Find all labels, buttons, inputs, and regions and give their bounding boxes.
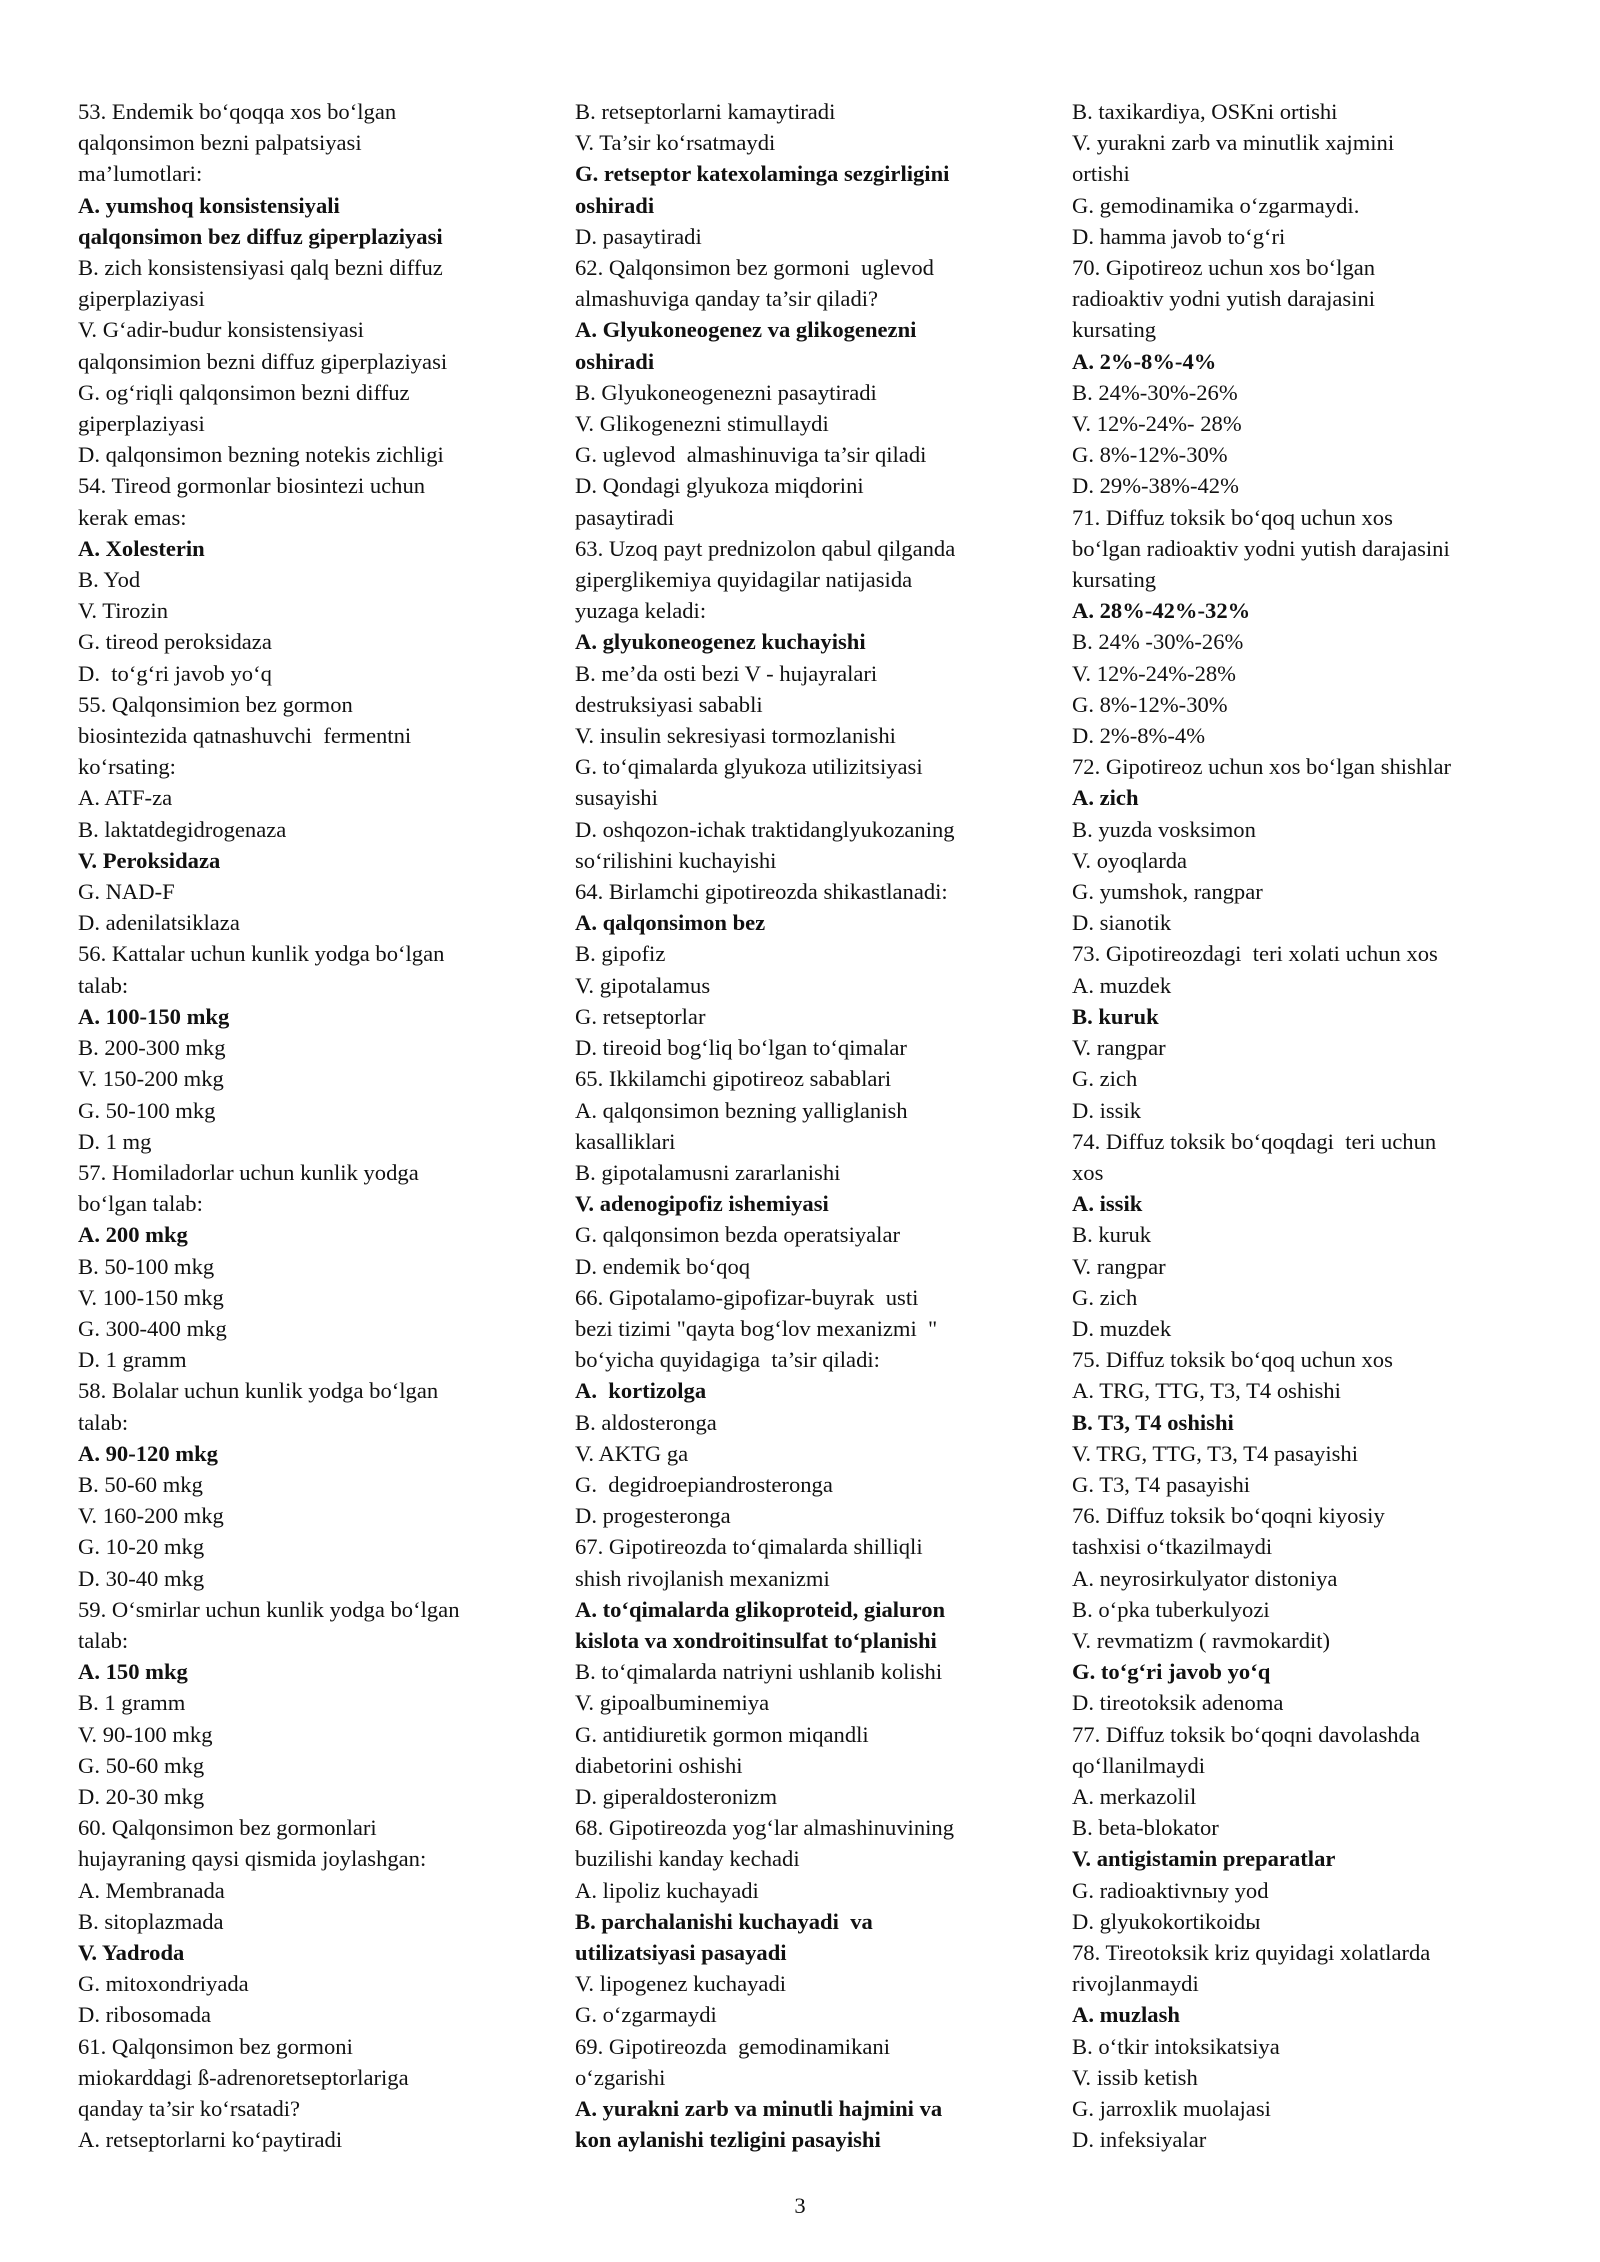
text-line: so‘rilishini kuchayishi <box>575 847 777 873</box>
text-line: oshiradi <box>575 192 655 218</box>
answer-option: G. degidroepiandrosteronga <box>575 1471 833 1497</box>
correct-answer-option: A. 2%-8%-4% <box>1072 348 1217 374</box>
correct-answer-option: A. 200 mkg <box>78 1222 188 1248</box>
page-number: 3 <box>794 2193 806 2218</box>
text-line: ortishi <box>1072 161 1130 187</box>
correct-answer-option: V. antigistamin preparatlar <box>1072 1846 1336 1872</box>
question-text: 69. Gipotireozda gemodinamikani <box>575 2033 890 2059</box>
answer-option: B. 50-60 mkg <box>78 1471 203 1497</box>
answer-option: D. tireoid bog‘liq bo‘lgan to‘qimalar <box>575 1035 907 1061</box>
correct-answer-option: A. 100-150 mkg <box>78 1003 230 1029</box>
text-line: qo‘llanilmaydi <box>1072 1752 1206 1778</box>
text-line: rivojlanmaydi <box>1072 1971 1199 1997</box>
correct-answer-option: A. Glyukoneogenez va glikogenezni <box>575 317 917 343</box>
question-text: 65. Ikkilamchi gipotireoz sabablari <box>575 1066 892 1092</box>
text-line: qalqonsimion bezni diffuz giperplaziyasi <box>78 348 448 374</box>
text-line: destruksiyasi sababli <box>575 691 763 717</box>
answer-option: A. lipoliz kuchayadi <box>575 1877 759 1903</box>
text-line: yuzaga keladi: <box>575 598 707 624</box>
question-text: 71. Diffuz toksik bo‘qoq uchun xos <box>1072 504 1393 530</box>
question-text: 75. Diffuz toksik bo‘qoq uchun xos <box>1072 1347 1393 1373</box>
correct-answer-option: A. 150 mkg <box>78 1659 188 1685</box>
correct-answer-option: G. retseptor katexolaminga sezgirligini <box>575 161 950 187</box>
column-middle <box>575 96 1035 2155</box>
question-text: 78. Tireotoksik kriz quyidagi xolatlarda <box>1072 1939 1431 1965</box>
answer-option: D. 1 mg <box>78 1128 152 1154</box>
question-text: 61. Qalqonsimon bez gormoni <box>78 2033 353 2059</box>
answer-option: B. 24% -30%-26% <box>1072 629 1244 655</box>
question-text: 68. Gipotireozda yog‘lar almashinuvining <box>575 1815 954 1841</box>
text-line: kislota va xondroitinsulfat to‘planishi <box>575 1627 937 1653</box>
answer-option: G. radioaktivnыy yod <box>1072 1877 1269 1903</box>
answer-option: V. Ta’sir ko‘rsatmaydi <box>575 130 776 156</box>
answer-option: B. yuzda vosksimon <box>1072 816 1256 842</box>
question-text: 53. Endemik bo‘qoqqa xos bo‘lgan <box>78 99 397 124</box>
answer-option: D. 20-30 mkg <box>78 1783 205 1809</box>
text-line: biosintezida qatnashuvchi fermentni <box>78 723 412 749</box>
answer-option: B. 1 gramm <box>78 1690 186 1716</box>
answer-option: D. pasaytiradi <box>575 223 702 249</box>
answer-option: B. laktatdegidrogenaza <box>78 816 287 842</box>
answer-option: B. Yod <box>78 567 141 593</box>
answer-option: V. 90-100 mkg <box>78 1721 213 1747</box>
answer-option: G. zich <box>1072 1066 1138 1092</box>
question-text: 57. Homiladorlar uchun kunlik yodga <box>78 1159 419 1185</box>
question-text: 76. Diffuz toksik bo‘qoqni kiyosiy <box>1072 1503 1385 1529</box>
answer-option: D. to‘g‘ri javob yo‘q <box>78 660 272 686</box>
question-text: 74. Diffuz toksik bo‘qoqdagi teri uchun <box>1072 1128 1437 1154</box>
answer-option: B. beta-blokator <box>1072 1815 1219 1841</box>
text-line: diabetorini oshishi <box>575 1752 743 1778</box>
answer-option: B. 200-300 mkg <box>78 1035 226 1061</box>
correct-answer-option: V. Peroksidaza <box>78 847 221 873</box>
text-line: ma’lumotlari: <box>78 161 203 187</box>
answer-option: D. infeksiyalar <box>1072 2127 1207 2153</box>
question-text: 63. Uzoq payt prednizolon qabul qilganda <box>575 535 956 561</box>
answer-option: A. merkazolil <box>1072 1783 1197 1809</box>
text-line: pasaytiradi <box>575 504 675 530</box>
question-text: 56. Kattalar uchun kunlik yodga bo‘lgan <box>78 941 445 967</box>
answer-option: A. retseptorlarni ko‘paytiradi <box>78 2127 343 2153</box>
text-line: giperplaziyasi <box>78 286 205 312</box>
answer-option: D. ribosomada <box>78 2002 212 2028</box>
answer-option: D. Qondagi glyukoza miqdorini <box>575 473 864 499</box>
question-text: 73. Gipotireozdagi teri xolati uchun xos <box>1072 941 1438 967</box>
text-line: qalqonsimon bezni palpatsiyasi <box>78 130 362 156</box>
text-line: talab: <box>78 972 129 998</box>
correct-answer-option: A. zich <box>1072 785 1139 811</box>
answer-option: D. qalqonsimon bezning notekis zichligi <box>78 442 444 468</box>
correct-answer-option: A. to‘qimalarda glikoproteid, gialuron <box>575 1596 946 1622</box>
answer-option: G. retseptorlar <box>575 1003 706 1029</box>
answer-option: V. revmatizm ( ravmokardit) <box>1072 1627 1331 1653</box>
text-line: bezi tizimi "qayta bog‘lov mexanizmi " <box>575 1315 938 1341</box>
text-line: susayishi <box>575 785 658 811</box>
answer-option: G. zich <box>1072 1284 1138 1310</box>
answer-option: G. o‘zgarmaydi <box>575 2002 717 2028</box>
answer-option: V. 150-200 mkg <box>78 1066 224 1092</box>
answer-option: G. qalqonsimon bezda operatsiyalar <box>575 1222 900 1248</box>
answer-option: A. qalqonsimon bezning yalliglanish <box>575 1097 908 1123</box>
correct-answer-option: A. kortizolga <box>575 1378 707 1404</box>
answer-option: B. zich konsistensiyasi qalq bezni diffuz <box>78 255 443 281</box>
answer-option: B. o‘pka tuberkulyozi <box>1072 1596 1270 1622</box>
text-line: talab: <box>78 1409 129 1435</box>
answer-option: G. og‘riqli qalqonsimon bezni diffuz <box>78 379 410 405</box>
answer-option: D. hamma javob to‘g‘ri <box>1072 223 1286 249</box>
answer-option: A. muzdek <box>1072 972 1172 998</box>
answer-option: B. aldosteronga <box>575 1409 717 1435</box>
answer-option: D. sianotik <box>1072 910 1172 936</box>
answer-option: B. Glyukoneogenezni pasaytiradi <box>575 379 877 405</box>
answer-option: V. G‘adir-budur konsistensiyasi <box>78 317 364 343</box>
correct-answer-option: A. 28%-42%-32% <box>1072 598 1251 624</box>
text-line: talab: <box>78 1627 129 1653</box>
answer-option: G. 300-400 mkg <box>78 1315 227 1341</box>
answer-option: G. NAD-F <box>78 879 175 905</box>
answer-option: V. 12%-24%- 28% <box>1072 411 1242 437</box>
question-text: 59. O‘smirlar uchun kunlik yodga bo‘lgan <box>78 1596 460 1622</box>
answer-option: V. 100-150 mkg <box>78 1284 224 1310</box>
answer-option: B. kuruk <box>1072 1222 1152 1248</box>
answer-option: B. to‘qimalarda natriyni ushlanib kolishi <box>575 1659 943 1685</box>
answer-option: D. 2%-8%-4% <box>1072 723 1206 749</box>
answer-option: A. Membranada <box>78 1877 225 1903</box>
text-line: kursating <box>1072 317 1157 343</box>
question-text: 55. Qalqonsimion bez gormon <box>78 691 353 717</box>
answer-option: G. to‘qimalarda glyukoza utilizitsiyasi <box>575 754 923 780</box>
text-line: almashuviga qanday ta’sir qiladi? <box>575 286 879 312</box>
correct-answer-option: A. yumshoq konsistensiyali <box>78 192 340 218</box>
answer-option: G. mitoxondriyada <box>78 1971 249 1997</box>
answer-option: B. retseptorlarni kamaytiradi <box>575 99 836 124</box>
text-line: giperplaziyasi <box>78 411 205 437</box>
answer-option: G. tireod peroksidaza <box>78 629 272 655</box>
answer-option: V. yurakni zarb va minutlik xajmini <box>1072 130 1395 156</box>
text-line: kerak emas: <box>78 504 187 530</box>
column-left <box>78 96 538 2155</box>
text-line: bo‘yicha quyidagiga ta’sir qiladi: <box>575 1347 880 1373</box>
answer-option: V. TRG, TTG, T3, T4 pasayishi <box>1072 1440 1358 1466</box>
correct-answer-option: A. qalqonsimon bez <box>575 910 766 936</box>
answer-option: D. issik <box>1072 1097 1142 1123</box>
answer-option: V. gipoalbuminemiya <box>575 1690 770 1716</box>
answer-option: B. 50-100 mkg <box>78 1253 215 1279</box>
question-text: 70. Gipotireoz uchun xos bo‘lgan <box>1072 255 1376 281</box>
answer-option: D. progesteronga <box>575 1503 731 1529</box>
text-line: kon aylanishi tezligini pasayishi <box>575 2127 881 2153</box>
answer-option: D. oshqozon-ichak traktidanglyukozaning <box>575 816 955 842</box>
answer-option: V. Tirozin <box>78 598 168 624</box>
text-line: buzilishi kanday kechadi <box>575 1846 800 1872</box>
answer-option: G. T3, T4 pasayishi <box>1072 1471 1251 1497</box>
answer-option: V. rangpar <box>1072 1035 1166 1061</box>
answer-option: G. 8%-12%-30% <box>1072 442 1228 468</box>
correct-answer-option: G. to‘g‘ri javob yo‘q <box>1072 1659 1271 1685</box>
answer-option: G. 50-60 mkg <box>78 1752 205 1778</box>
correct-answer-option: V. adenogipofiz ishemiyasi <box>575 1191 829 1217</box>
answer-option: B. 24%-30%-26% <box>1072 379 1238 405</box>
text-line: utilizatsiyasi pasayadi <box>575 1939 787 1965</box>
answer-option: D. tireotoksik adenoma <box>1072 1690 1284 1716</box>
text-line: qanday ta’sir ko‘rsatadi? <box>78 2096 301 2121</box>
answer-option: G. antidiuretik gormon miqandli <box>575 1721 869 1747</box>
answer-option: D. 29%-38%-42% <box>1072 473 1239 499</box>
correct-answer-option: A. muzlash <box>1072 2002 1180 2028</box>
question-text: 64. Birlamchi gipotireozda shikastlanadi: <box>575 879 948 905</box>
text-line: bo‘lgan radioaktiv yodni yutish darajasini <box>1072 535 1450 561</box>
answer-option: G. jarroxlik muolajasi <box>1072 2096 1271 2121</box>
answer-option: G. 50-100 mkg <box>78 1097 216 1123</box>
text-line: ko‘rsating: <box>78 754 176 780</box>
answer-option: V. rangpar <box>1072 1253 1166 1279</box>
text-line: giperglikemiya quyidagilar natijasida <box>575 567 913 593</box>
answer-option: V. oyoqlarda <box>1072 847 1188 873</box>
text-line: bo‘lgan talab: <box>78 1191 203 1217</box>
answer-option: V. AKTG ga <box>575 1440 689 1466</box>
text-line: kasalliklari <box>575 1128 676 1154</box>
answer-option: D. adenilatsiklaza <box>78 910 240 936</box>
correct-answer-option: V. Yadroda <box>78 1939 185 1965</box>
answer-option: G. yumshok, rangpar <box>1072 879 1263 905</box>
answer-option: V. Glikogenezni stimullaydi <box>575 411 829 437</box>
question-text: 67. Gipotireozda to‘qimalarda shilliqli <box>575 1534 923 1560</box>
question-text: 60. Qalqonsimon bez gormonlari <box>78 1815 377 1841</box>
column-right <box>1072 96 1532 2155</box>
answer-option: A. TRG, TTG, T3, T4 oshishi <box>1072 1378 1341 1404</box>
text-line: oshiradi <box>575 348 655 374</box>
answer-option: D. giperaldosteronizm <box>575 1783 778 1809</box>
correct-answer-option: A. 90-120 mkg <box>78 1440 218 1466</box>
answer-option: D. endemik bo‘qoq <box>575 1253 751 1279</box>
answer-option: B. gipotalamusni zararlanishi <box>575 1159 841 1185</box>
answer-option: A. ATF-za <box>78 785 173 811</box>
answer-option: A. neyrosirkulyator distoniya <box>1072 1565 1338 1591</box>
question-text: 58. Bolalar uchun kunlik yodga bo‘lgan <box>78 1378 439 1404</box>
answer-option: B. taxikardiya, OSKni ortishi <box>1072 99 1338 124</box>
question-text: 72. Gipotireoz uchun xos bo‘lgan shishlar <box>1072 754 1452 780</box>
answer-option: B. sitoplazmada <box>78 1908 224 1934</box>
answer-option: D. 1 gramm <box>78 1347 187 1373</box>
answer-option: B. me’da osti bezi V - hujayralari <box>575 660 878 686</box>
answer-option: G. uglevod almashinuviga ta’sir qiladi <box>575 442 927 468</box>
answer-option: G. 10-20 mkg <box>78 1534 205 1560</box>
text-line: radioaktiv yodni yutish darajasini <box>1072 286 1376 312</box>
answer-option: B. o‘tkir intoksikatsiya <box>1072 2033 1280 2059</box>
answer-option: V. issib ketish <box>1072 2064 1198 2090</box>
correct-answer-option: A. glyukoneogenez kuchayishi <box>575 629 866 655</box>
question-text: 54. Tireod gormonlar biosintezi uchun <box>78 473 426 499</box>
answer-option: D. 30-40 mkg <box>78 1565 205 1591</box>
answer-option: V. 160-200 mkg <box>78 1503 224 1529</box>
text-line: shish rivojlanish mexanizmi <box>575 1565 830 1591</box>
answer-option: V. lipogenez kuchayadi <box>575 1971 787 1997</box>
answer-option: V. insulin sekresiyasi tormozlanishi <box>575 723 896 749</box>
correct-answer-option: B. parchalanishi kuchayadi va <box>575 1908 873 1934</box>
text-line: tashxisi o‘tkazilmaydi <box>1072 1534 1273 1560</box>
answer-option: G. gemodinamika o‘zgarmaydi. <box>1072 192 1360 218</box>
question-text: 62. Qalqonsimon bez gormoni uglevod <box>575 255 934 281</box>
question-text: 77. Diffuz toksik bo‘qoqni davolashda <box>1072 1721 1420 1747</box>
question-text: 66. Gipotalamo-gipofizar-buyrak usti <box>575 1284 919 1310</box>
answer-option: D. glyukokortikoidы <box>1072 1908 1261 1934</box>
text-line: hujayraning qaysi qismida joylashgan: <box>78 1846 427 1872</box>
correct-answer-option: A. issik <box>1072 1191 1143 1217</box>
correct-answer-option: B. T3, T4 oshishi <box>1072 1409 1234 1435</box>
text-line: o‘zgarishi <box>575 2064 666 2090</box>
answer-option: B. gipofiz <box>575 941 666 967</box>
answer-option: D. muzdek <box>1072 1315 1172 1341</box>
answer-option: V. 12%-24%-28% <box>1072 660 1236 686</box>
correct-answer-option: A. Xolesterin <box>78 535 205 561</box>
answer-option: G. 8%-12%-30% <box>1072 691 1228 717</box>
text-line: miokarddagi ß-adrenoretseptorlariga <box>78 2064 409 2090</box>
answer-option: V. gipotalamus <box>575 972 711 998</box>
correct-answer-option: A. yurakni zarb va minutli hajmini va <box>575 2096 943 2121</box>
text-line: kursating <box>1072 567 1157 593</box>
correct-answer-option: B. kuruk <box>1072 1003 1159 1029</box>
text-line: xos <box>1072 1159 1104 1185</box>
text-line: qalqonsimon bez diffuz giperplaziyasi <box>78 223 443 249</box>
